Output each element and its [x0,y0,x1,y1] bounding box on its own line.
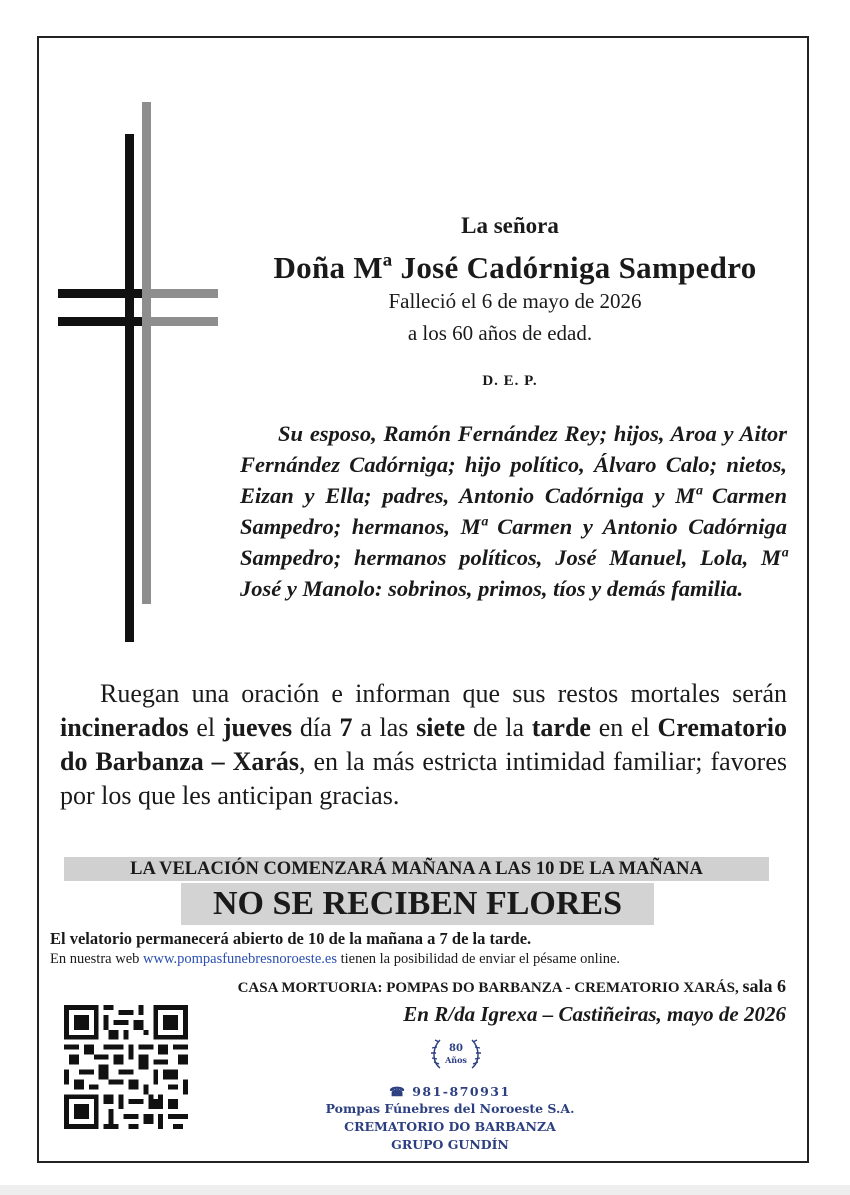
mortuary-line [238,976,786,997]
prayer-emphasis: 7 [339,713,353,742]
prayer-emphasis: tarde [531,713,591,742]
group-name: GRUPO GUNDÍN [391,1137,509,1152]
condolence-text: En nuestra web [50,951,144,967]
prayer-paragraph [60,677,787,813]
condolence-text: tienen la posibilidad de enviar el pésame online. [336,951,621,967]
phone-number[interactable]: 981-870931 [412,1084,511,1099]
company-name: Pompas Fúnebres del Noroeste S.A. [325,1101,575,1116]
room-number: sala 6 [742,976,786,996]
prayer-text: de la [465,713,532,742]
prayer-text: día [292,713,340,742]
prayer-emphasis: siete [416,713,466,742]
wake-hours: El velatorio permanecerá abierto de 10 de la mañana a 7 de la tarde. [50,929,532,948]
prayer-text: a las [352,713,417,742]
badge-word: Años [445,1055,467,1065]
prayer-emphasis: incinerados [60,713,189,742]
wake-banner: LA VELACIÓN COMENZARÁ MAÑANA A LAS 10 DE LA MAÑANA [64,857,769,881]
place-date: En R/da Igrexa – Castiñeiras, mayo de 2026 [403,1002,786,1026]
qr-code-icon[interactable] [64,1005,188,1129]
age-line: a los 60 años de edad. [407,321,593,345]
prayer-text: el [188,713,223,742]
badge-number: 80 [449,1043,463,1054]
crematorium-name: CREMATORIO DO BARBANZA [344,1119,556,1134]
family-paragraph: Su esposo, Ramón Fernández Rey; hijos, Aroa y Aitor Fernández Cadórniga; hijo político, Álvaro Calo; nietos, Eizan y Ella; padres, Antonio Cadórniga y Mª Carmen Sampedro; hermanos, Mª Carmen y Antonio Cadórniga Sampedro; hermanos políticos, José Manuel, Lola, Mª José y Manolo: sobrinos, primos, tíos y demás familia. [240,421,787,601]
deceased-name: Doña Mª José Cadórniga Sampedro [273,250,757,285]
prayer-emphasis: jueves [222,713,293,742]
phone-line [320,1084,580,1099]
notice-intro: La señora [461,213,559,238]
anniversary-badge-icon [428,1034,484,1074]
telephone-icon: ☎ [389,1084,413,1099]
website-link[interactable]: www.pompasfunebresnoroeste.es [143,951,337,967]
cross-icon [58,102,218,647]
prayer-emphasis: Crematorio do Barbanza – Xarás [60,713,787,776]
no-flowers-banner: NO SE RECIBEN FLORES [181,883,654,925]
prayer-text: , en la más estricta intimidad familiar; favores por los que les anticipan gracias. [60,747,787,810]
rip-line: D. E. P. [482,373,538,389]
condolence-line [50,951,790,968]
prayer-text: Ruegan una oración e informan que sus restos mortales serán [100,679,787,708]
mortuary-text: CASA MORTUORIA: POMPAS DO BARBANZA - CREMATORIO XARÁS, [237,980,743,996]
prayer-text: en el [590,713,658,742]
death-date: Falleció el 6 de mayo de 2026 [388,289,642,313]
